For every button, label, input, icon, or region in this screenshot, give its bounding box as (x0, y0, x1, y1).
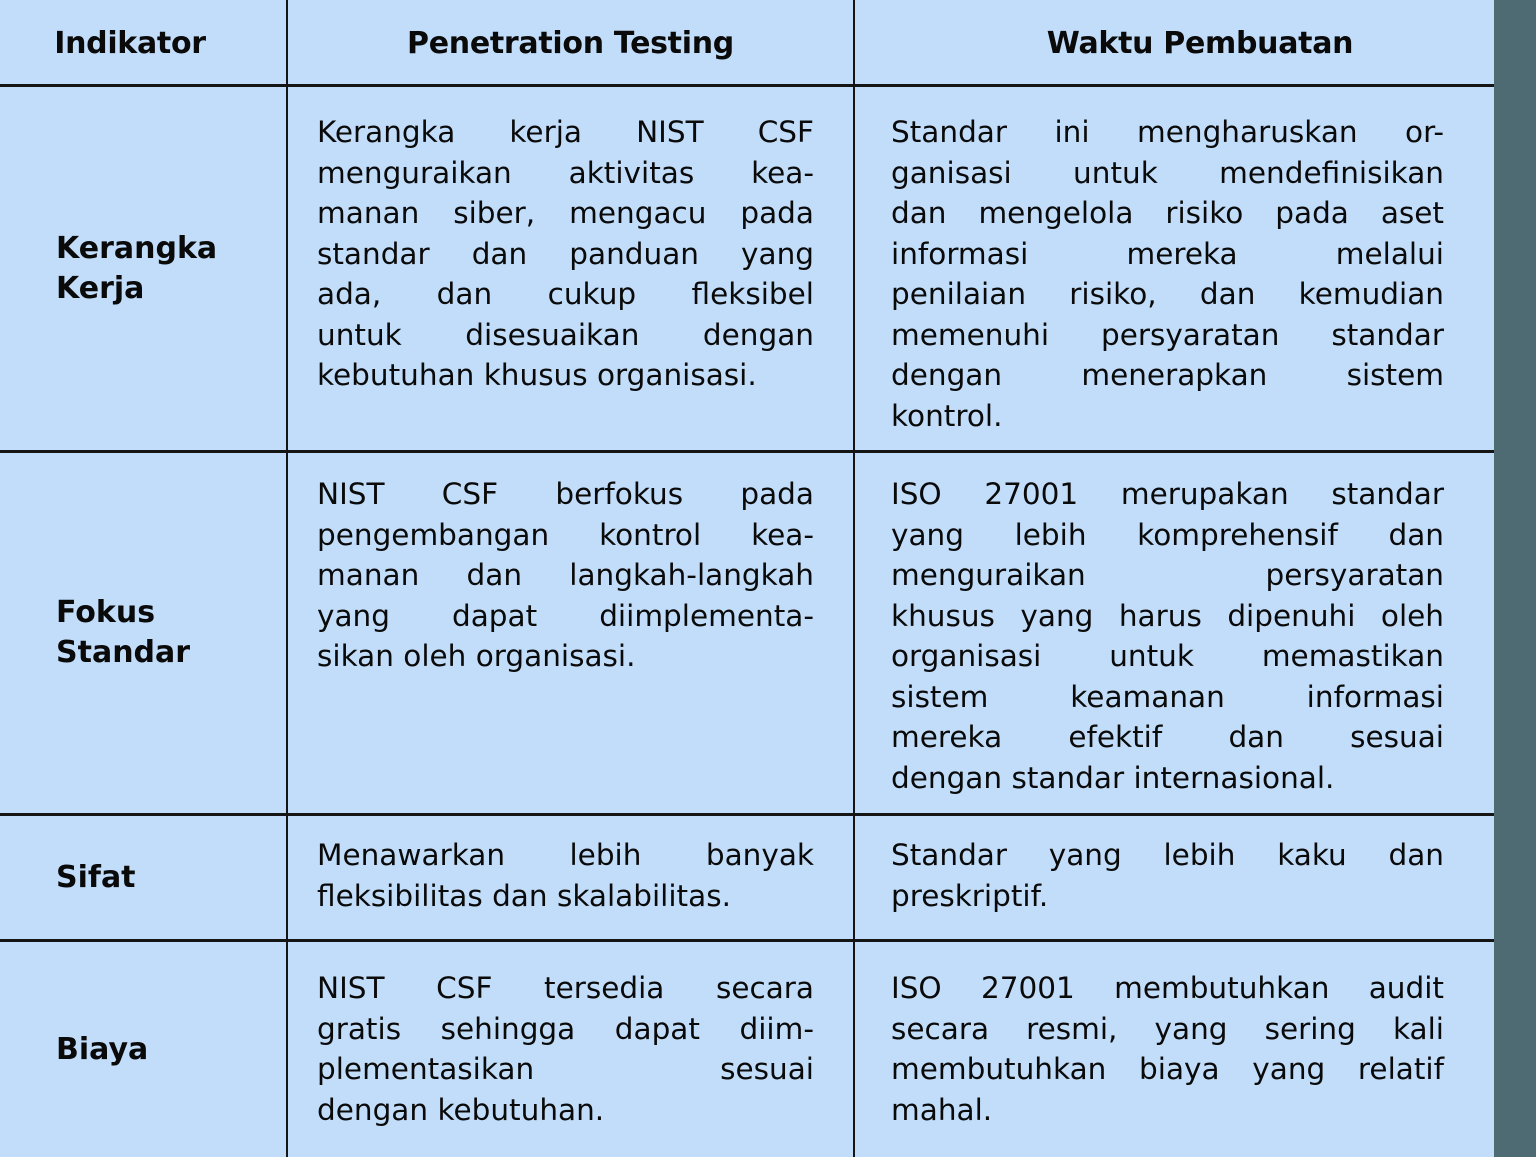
cell-text-line: Standar yang lebih kaku dan (891, 838, 1444, 872)
cell-text-line: standar dan panduan yang (317, 236, 814, 271)
indicator-cell (56, 453, 190, 813)
row-divider-2 (0, 813, 1494, 816)
indicator-cell (56, 942, 148, 1157)
cell-text-line: gratis sehingga dapat diim- (317, 1011, 814, 1046)
waktu-pembuatan-cell (891, 968, 1444, 1130)
row-divider-1 (0, 450, 1494, 453)
indicator-label: Standar (56, 635, 191, 670)
penetration-testing-cell (317, 968, 814, 1130)
cell-text-line: ganisasi untuk mendefinisikan (891, 155, 1444, 190)
waktu-pembuatan-cell (891, 835, 1444, 916)
waktu-pembuatan-cell (891, 112, 1444, 436)
cell-text-line: khusus yang harus dipenuhi oleh (891, 598, 1444, 633)
cell-text-line: yang lebih komprehensif dan (891, 517, 1444, 552)
cell-text-line: sikan oleh organisasi. (317, 639, 636, 673)
cell-text-line: fleksibilitas dan skalabilitas. (317, 878, 731, 913)
cell-text-line: ISO 27001 merupakan standar (891, 477, 1444, 511)
cell-text-line: dengan menerapkan sistem (891, 358, 1444, 392)
penetration-testing-cell (317, 474, 814, 677)
cell-text-line: memenuhi persyaratan standar (891, 317, 1444, 352)
cell-text-line: plementasikan sesuai (317, 1052, 814, 1086)
cell-text-line: dengan kebutuhan. (317, 1092, 605, 1127)
indicator-cell (56, 816, 136, 939)
indicator-label: Biaya (56, 1031, 149, 1067)
waktu-pembuatan-cell (891, 474, 1444, 798)
cell-text-line: ada, dan cukup fleksibel (317, 277, 814, 311)
cell-text-line: preskriptif. (891, 878, 1049, 913)
column-divider-1 (286, 0, 288, 1157)
cell-text-line: penilaian risiko, dan kemudian (891, 277, 1444, 311)
cell-text-line: Menawarkan lebih banyak (317, 838, 814, 872)
cell-text-line: kontrol. (891, 398, 1003, 433)
cell-text-line: menguraikan persyaratan (891, 558, 1444, 592)
penetration-testing-cell (317, 112, 814, 396)
cell-text-line: secara resmi, yang sering kali (891, 1011, 1444, 1046)
cell-text-line: Standar ini mengharuskan or- (891, 115, 1444, 149)
row-divider-3 (0, 939, 1494, 942)
indicator-label: Sifat (56, 859, 136, 895)
cell-text-line: NIST CSF tersedia secara (317, 971, 814, 1005)
cell-text-line: Kerangka kerja NIST CSF (317, 115, 814, 149)
cell-text-line: mahal. (891, 1092, 993, 1127)
cell-text-line: untuk disesuaikan dengan (317, 317, 814, 352)
penetration-testing-cell (317, 835, 814, 916)
cell-text-line: mereka efektif dan sesuai (891, 720, 1444, 754)
cell-text-line: dan mengelola risiko pada aset (891, 196, 1444, 230)
cell-text-line: pengembangan kontrol kea- (317, 517, 814, 552)
cell-text-line: ISO 27001 membutuhkan audit (891, 971, 1444, 1005)
header-indikator: Indikator (54, 25, 206, 61)
indicator-label: Fokus (56, 595, 156, 630)
cell-text-line: membutuhkan biaya yang relatif (891, 1052, 1444, 1086)
indicator-label: Kerja (56, 270, 145, 306)
cell-text-line: sistem keamanan informasi (891, 679, 1444, 714)
indicator-cell (56, 87, 217, 450)
cell-text-line: informasi mereka melalui (891, 236, 1444, 271)
cell-text-line: manan dan langkah-langkah (317, 558, 814, 592)
column-divider-2 (853, 0, 855, 1157)
indicator-label: Kerangka (56, 230, 218, 266)
cell-text-line: kebutuhan khusus organisasi. (317, 358, 757, 392)
cell-text-line: NIST CSF berfokus pada (317, 477, 814, 511)
cell-text-line: manan siber, mengacu pada (317, 196, 814, 230)
header-penetration-testing: Penetration Testing (407, 25, 734, 61)
cell-text-line: organisasi untuk memastikan (891, 639, 1444, 673)
header-waktu-pembuatan: Waktu Pembuatan (1046, 25, 1354, 61)
cell-text-line: menguraikan aktivitas kea- (317, 155, 814, 190)
cell-text-line: yang dapat diimplementa- (317, 598, 814, 633)
cell-text-line: dengan standar internasional. (891, 760, 1335, 795)
